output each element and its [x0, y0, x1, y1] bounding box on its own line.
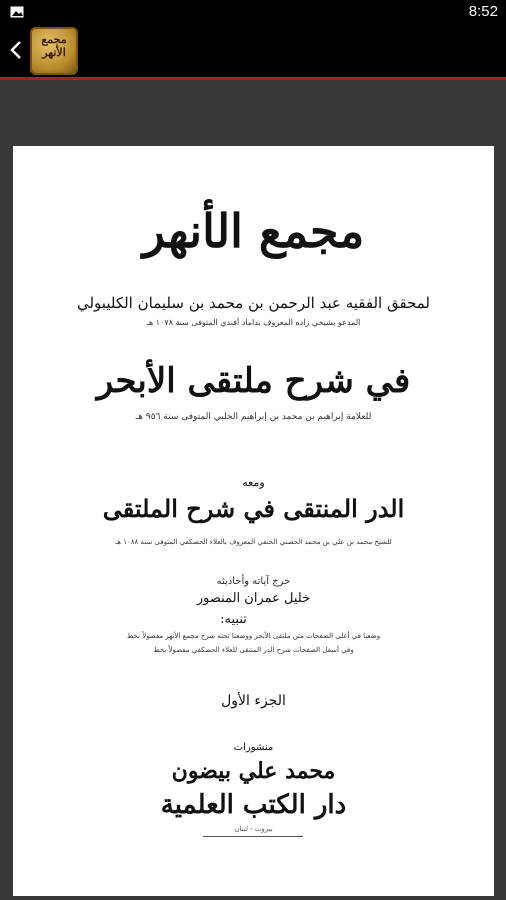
publisher-label: منشورات: [233, 742, 274, 753]
second-work-detail: للشيخ محمد بن علي بن محمد الحصني الحنفي المعروف بالعلاء الحصكفي المتوفى سنة ١٠٨٨ هـ: [115, 538, 392, 546]
publisher-house: دار الكتب العلمية: [160, 790, 347, 820]
volume-part: الجزء الأول: [221, 693, 286, 709]
status-bar: [0, 0, 506, 24]
notice-line: وفي أسفل الصفحات شرح الدر المنتقى للعلاء الحصكفي مفصولاً بخط: [153, 646, 354, 654]
app-bar: [0, 24, 506, 77]
notice-line: وضعنا في أعلى الصفحات متن ملتقى الأبحر ووضعنا تحته شرح مجمع الأنهر مفصولاً بخط: [126, 632, 381, 640]
author-detail: المدعو بشيخي زاده المعروف بداماد أفندي المتوفى سنة ١٠٧٨ هـ: [146, 318, 361, 327]
with-label: ومعه: [242, 476, 265, 489]
publisher-city: بيروت - لبنان: [234, 825, 273, 833]
book-title: مجمع الأنهر: [142, 204, 365, 258]
publisher-name: محمد علي بيضون: [171, 758, 336, 784]
edited-label: خرج آياته وأحاديثه: [216, 576, 291, 587]
book-subtitle: في شرح ملتقى الأبحر: [96, 361, 411, 401]
notice-label: تنبيه:: [220, 612, 247, 627]
chevron-left-icon: [9, 40, 23, 60]
clock: 8:52: [468, 3, 498, 20]
app-logo: مجمع الأنهر: [30, 27, 78, 75]
divider: [203, 836, 303, 837]
author-line: لمحقق الفقيه عبد الرحمن بن محمد بن سليمان الكليبولي: [76, 294, 430, 312]
image-icon: [10, 6, 24, 18]
book-page[interactable]: [13, 146, 494, 896]
editor-name: خليل عمران المنصور: [196, 591, 311, 606]
accent-divider: [0, 77, 506, 80]
second-work-title: الدر المنتقى في شرح الملتقى: [102, 494, 405, 523]
subtitle-detail: للعلامة إبراهيم بن محمد بن إبراهيم الحلبي المتوفى سنة ٩٥٦ هـ: [135, 412, 372, 422]
back-button[interactable]: [4, 34, 28, 66]
